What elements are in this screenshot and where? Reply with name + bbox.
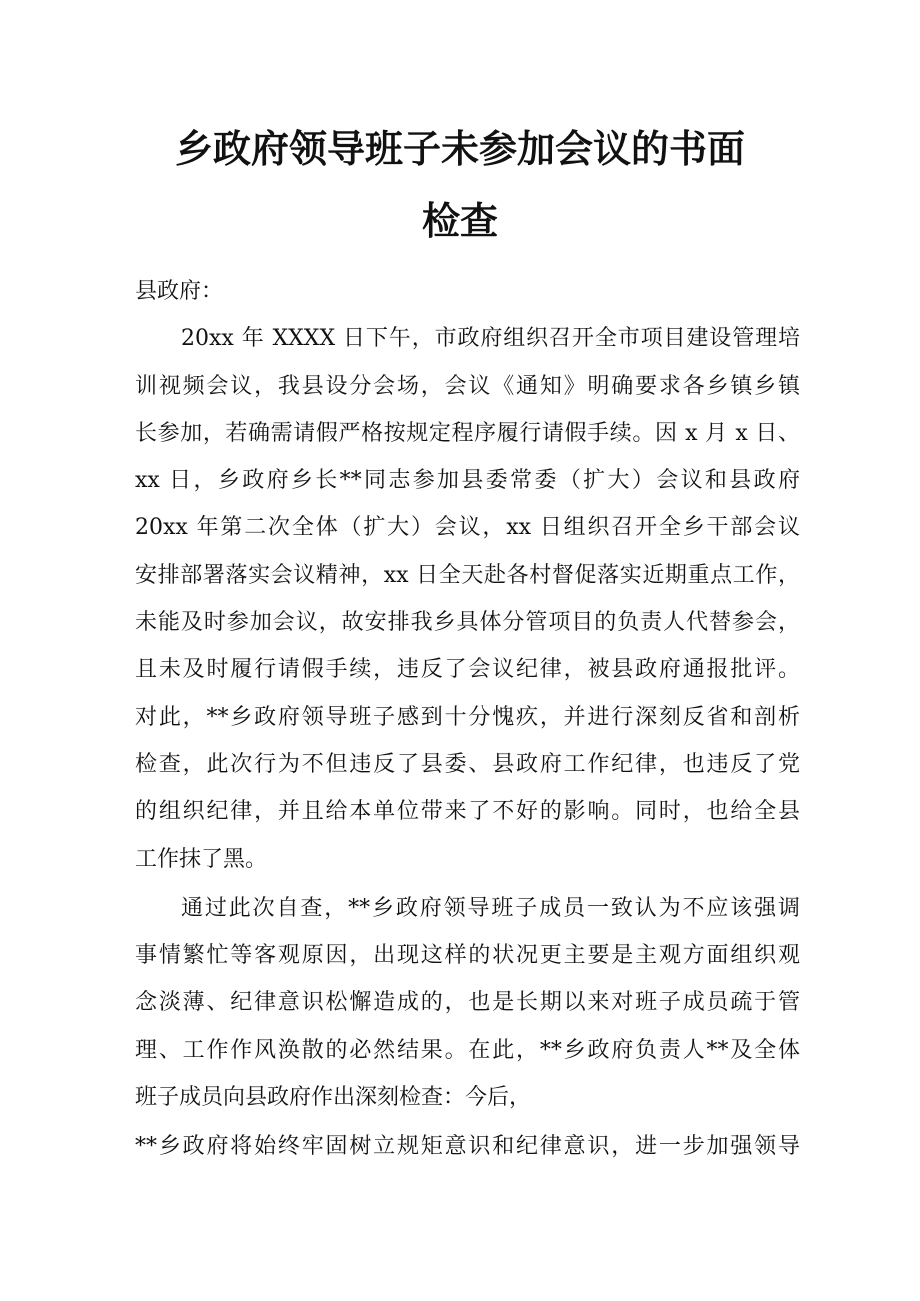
paragraph-line: 且未及时履行请假手续，违反了会议纪律，被县政府通报批评。 (135, 657, 800, 683)
paragraph-line: 未能及时参加会议，故安排我乡具体分管项目的负责人代替参会， (135, 610, 800, 636)
paragraph-line: 班子成员向县政府作出深刻检查：今后， (135, 1085, 532, 1111)
paragraph-line: 念淡薄、纪律意识松懈造成的，也是长期以来对班子成员疏于管 (135, 990, 800, 1016)
document-body (135, 268, 800, 1171)
document-title-line-2: 检查 (421, 199, 498, 243)
paragraph-line: 的组织纪律，并且给本单位带来了不好的影响。同时，也给全县 (135, 799, 800, 825)
paragraph-2 (135, 885, 800, 1121)
paragraph-line: 长参加，若确需请假严格按规定程序履行请假手续。因 x 月 x 日、 (135, 420, 800, 446)
paragraph-line: xx 日，乡政府乡长**同志参加县委常委（扩大）会议和县政府 (135, 468, 800, 494)
paragraph-1 (135, 315, 800, 883)
paragraph-line: 20xx 年第二次全体（扩大）会议，xx 日组织召开全乡干部会议 (135, 515, 800, 541)
paragraph-line: 工作抹了黑。 (135, 846, 268, 872)
document-title-line-1: 乡政府领导班子未参加会议的书面 (174, 127, 745, 171)
paragraph-3 (135, 1123, 800, 1170)
paragraph-line: 检查，此次行为不但违反了县委、县政府工作纪律，也违反了党 (135, 751, 800, 777)
paragraph-line: 训视频会议，我县设分会场，会议《通知》明确要求各乡镇乡镇 (135, 373, 800, 399)
paragraph-line: 事情繁忙等客观原因，出现这样的状况更主要是主观方面组织观 (135, 943, 800, 969)
salutation: 县政府： (135, 279, 224, 304)
paragraph-line: 安排部署落实会议精神，xx 日全天赴各村督促落实近期重点工作， (135, 562, 800, 588)
paragraph-line: 理、工作作风涣散的必然结果。在此，**乡政府负责人**及全体 (135, 1037, 800, 1063)
paragraph-line: **乡政府将始终牢固树立规矩意识和纪律意识，进一步加强领导 (135, 1134, 800, 1160)
paragraph-line: 通过此次自查，**乡政府领导班子成员一致认为不应该强调 (181, 895, 800, 921)
paragraph-line: 20xx 年 XXXX 日下午，市政府组织召开全市项目建设管理培 (181, 326, 800, 352)
paragraph-line: 对此，**乡政府领导班子感到十分愧疚，并进行深刻反省和剖析 (135, 704, 800, 730)
